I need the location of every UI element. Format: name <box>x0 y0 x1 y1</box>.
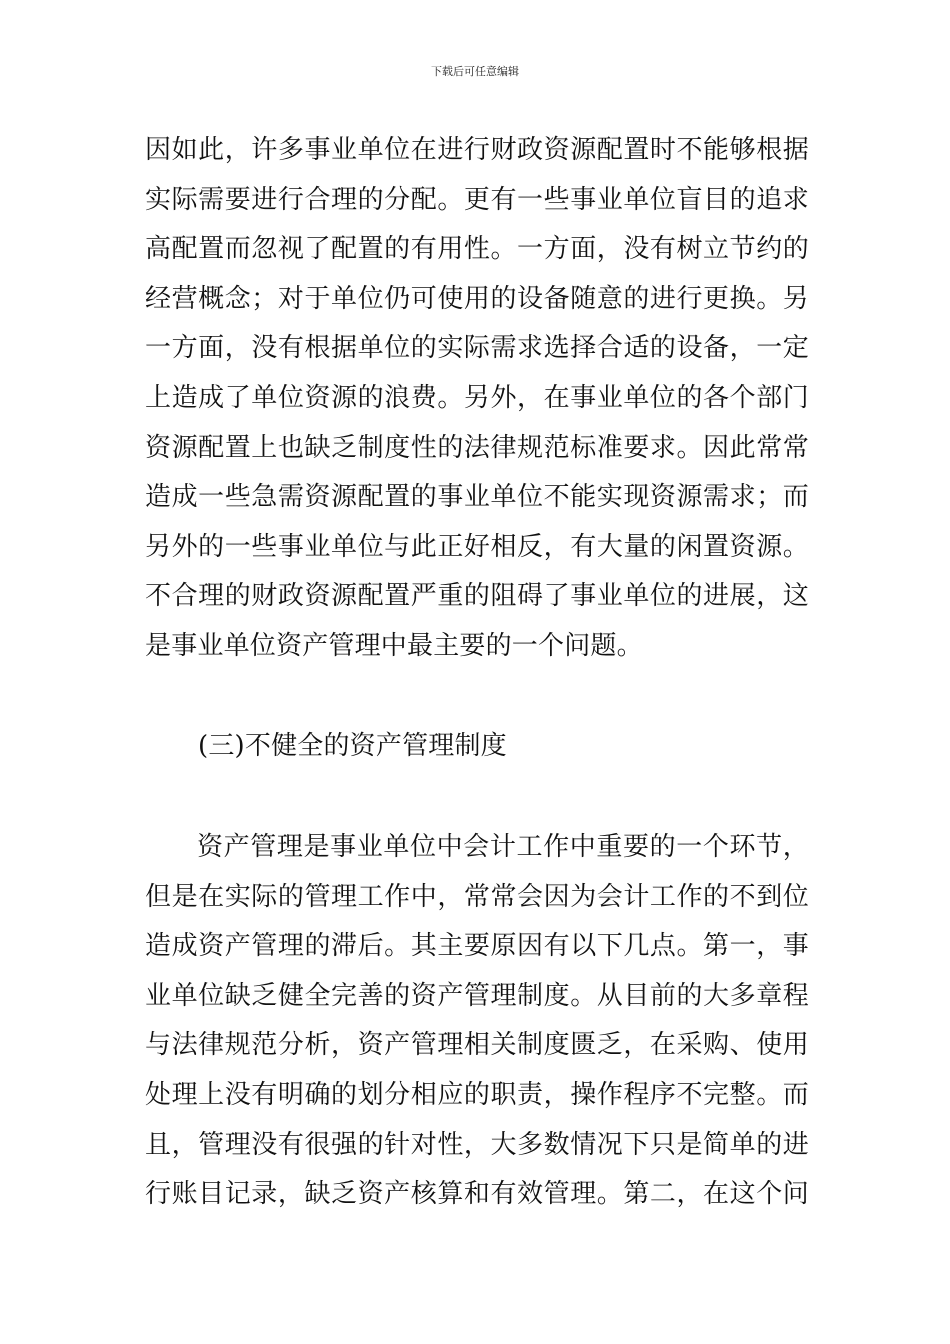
paragraph-line: 且，管理没有很强的针对性，大多数情况下只是简单的进 <box>145 1129 809 1160</box>
paragraph-line: 因如此，许多事业单位在进行财政资源配置时不能够根据 <box>145 135 809 165</box>
paragraph-line: 行账目记录，缺乏资产核算和有效管理。第二，在这个问 <box>145 1179 809 1210</box>
paragraph-line: 业单位缺乏健全完善的资产管理制度。从目前的大多章程 <box>145 980 809 1011</box>
paragraph-line: 是事业单位资产管理中最主要的一个问题。 <box>145 630 643 661</box>
page-header: 下载后可任意编辑 <box>431 65 519 78</box>
paragraph-line: 另外的一些事业单位与此正好相反，有大量的闲置资源。 <box>145 531 809 562</box>
paragraph-2 <box>145 823 809 1220</box>
paragraph-line: 与法律规范分析，资产管理相关制度匮乏，在采购、使用 <box>145 1030 809 1061</box>
paragraph-line: 不合理的财政资源配置严重的阻碍了事业单位的进展，这 <box>145 581 809 612</box>
section-heading: (三)不健全的资产管理制度 <box>198 731 507 761</box>
paragraph-line: 实际需要进行合理的分配。更有一些事业单位盲目的追求 <box>145 184 809 215</box>
paragraph-line: 经营概念；对于单位仍可使用的设备随意的进行更换。另 <box>145 283 809 314</box>
paragraph-line: 但是在实际的管理工作中，常常会因为会计工作的不到位 <box>145 881 809 912</box>
paragraph-line: 一方面，没有根据单位的实际需求选择合适的设备，一定 <box>145 333 809 364</box>
paragraph-line: 处理上没有明确的划分相应的职责，操作程序不完整。而 <box>145 1079 809 1110</box>
paragraph-line: 资产管理是事业单位中会计工作中重要的一个环节， <box>197 832 809 862</box>
paragraph-line: 造成一些急需资源配置的事业单位不能实现资源需求；而 <box>145 482 809 513</box>
paragraph-line: 高配置而忽视了配置的有用性。一方面，没有树立节约的 <box>145 234 809 265</box>
paragraph-line: 造成资产管理的滞后。其主要原因有以下几点。第一，事 <box>145 931 809 962</box>
paragraph-line: 上造成了单位资源的浪费。另外，在事业单位的各个部门 <box>145 382 809 413</box>
paragraph-line: 资源配置上也缺乏制度性的法律规范标准要求。因此常常 <box>145 432 809 463</box>
paragraph-1 <box>145 126 809 672</box>
